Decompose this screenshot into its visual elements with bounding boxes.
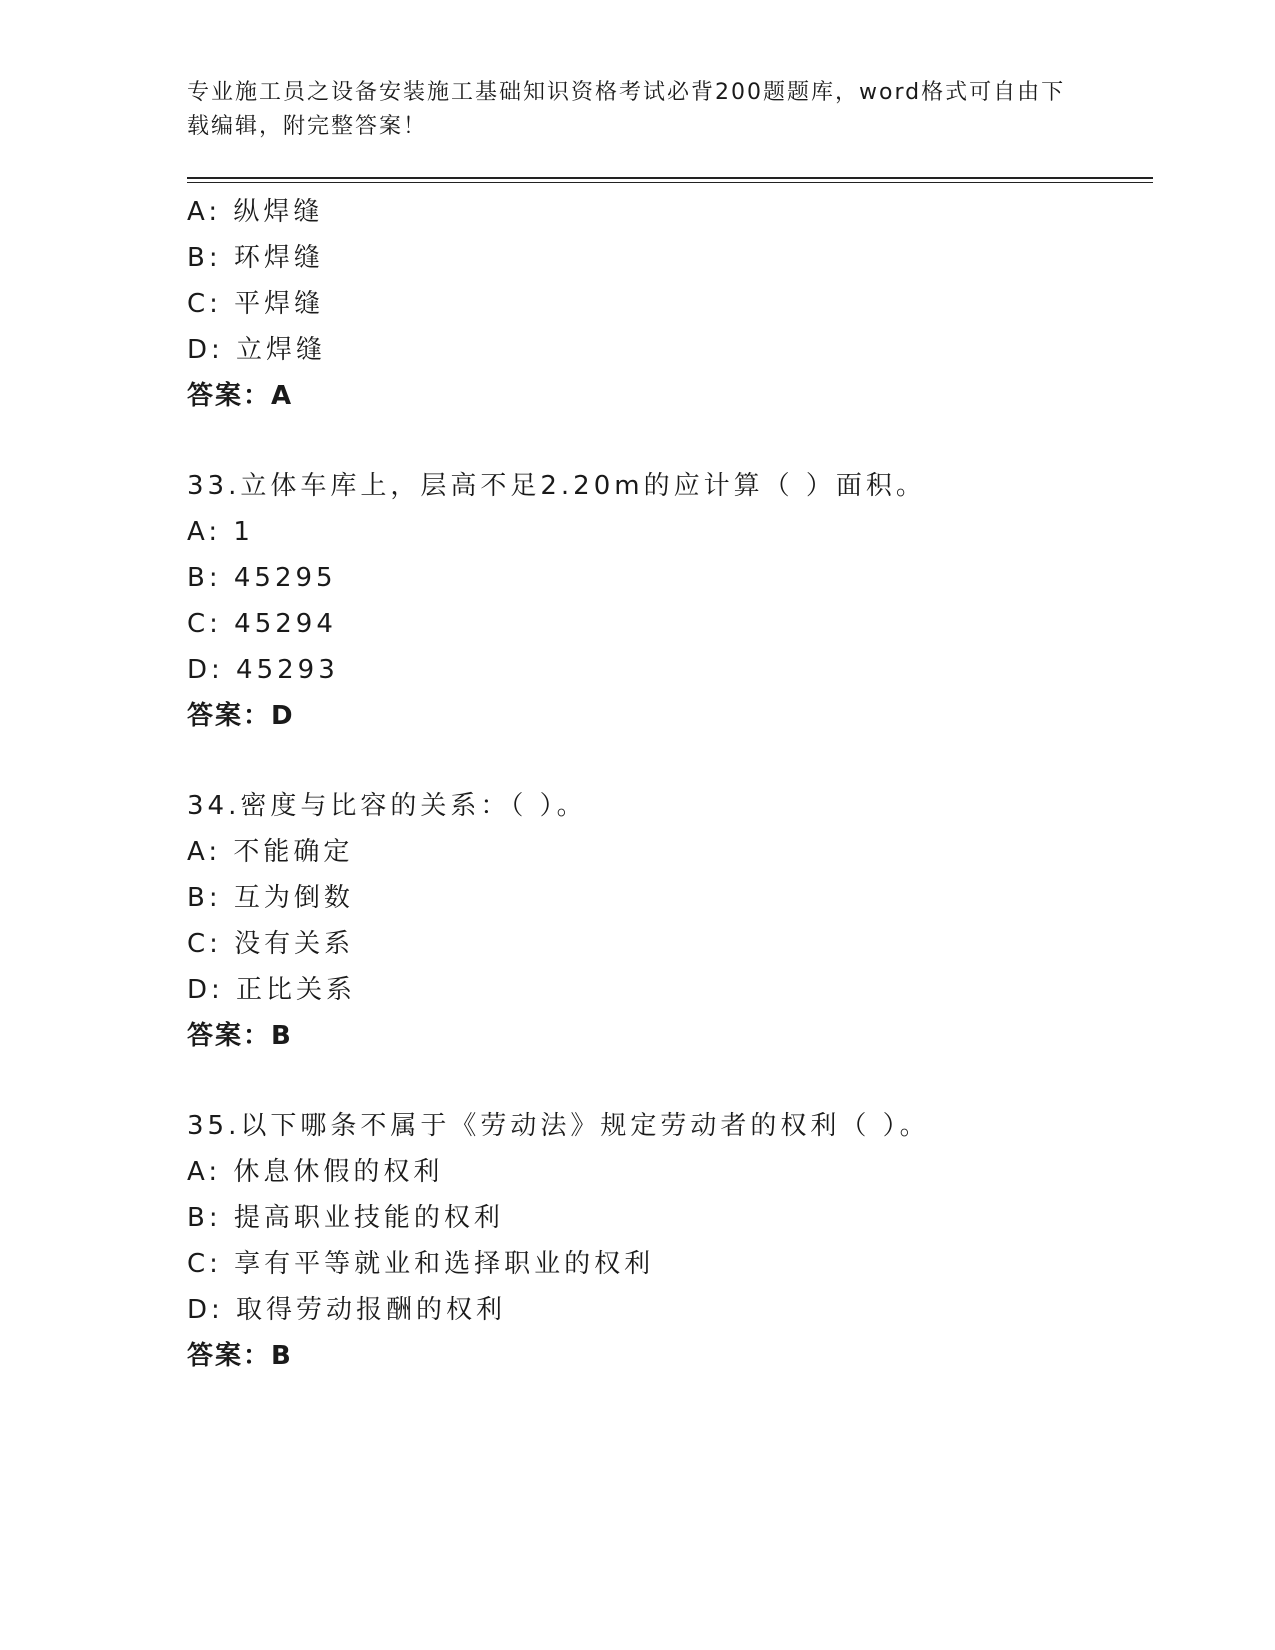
option-b: B: 环焊缝 bbox=[187, 243, 324, 273]
question-33 bbox=[187, 463, 1153, 739]
option-d: D: 取得劳动报酬的权利 bbox=[187, 1295, 507, 1325]
option-a: A: 纵焊缝 bbox=[187, 197, 324, 227]
answer-line: 答案：D bbox=[187, 701, 295, 731]
answer-line: 答案：B bbox=[187, 1341, 293, 1371]
option-d: D: 45293 bbox=[187, 655, 339, 685]
answer-line: 答案：B bbox=[187, 1021, 293, 1051]
option-a: A: 不能确定 bbox=[187, 837, 354, 867]
header-divider-thin bbox=[187, 182, 1153, 183]
question-stem: 35.以下哪条不属于《劳动法》规定劳动者的权利（ ）。 bbox=[187, 1111, 930, 1141]
question-stem: 33.立体车库上，层高不足2.20m的应计算（ ）面积。 bbox=[187, 471, 926, 501]
option-d: D: 正比关系 bbox=[187, 975, 357, 1005]
option-c: C: 45294 bbox=[187, 609, 337, 639]
answer-line: 答案：A bbox=[187, 381, 294, 411]
question-35 bbox=[187, 1103, 1153, 1379]
header-divider-thick bbox=[187, 177, 1153, 179]
carryover-question bbox=[187, 189, 1153, 419]
question-stem: 34.密度与比容的关系：（ ）。 bbox=[187, 791, 587, 821]
option-b: B: 45295 bbox=[187, 563, 337, 593]
option-c: C: 享有平等就业和选择职业的权利 bbox=[187, 1249, 655, 1279]
option-c: C: 没有关系 bbox=[187, 929, 355, 959]
question-list bbox=[187, 189, 1153, 1379]
option-a: A: 休息休假的权利 bbox=[187, 1157, 444, 1187]
option-b: B: 提高职业技能的权利 bbox=[187, 1203, 504, 1233]
option-d: D: 立焊缝 bbox=[187, 335, 327, 365]
question-34 bbox=[187, 783, 1153, 1059]
option-a: A: 1 bbox=[187, 517, 254, 547]
document-header: 专业施工员之设备安装施工基础知识资格考试必背200题题库，word格式可自由下载编辑，附完整答案！ bbox=[187, 80, 1066, 139]
option-c: C: 平焊缝 bbox=[187, 289, 325, 319]
option-b: B: 互为倒数 bbox=[187, 883, 354, 913]
